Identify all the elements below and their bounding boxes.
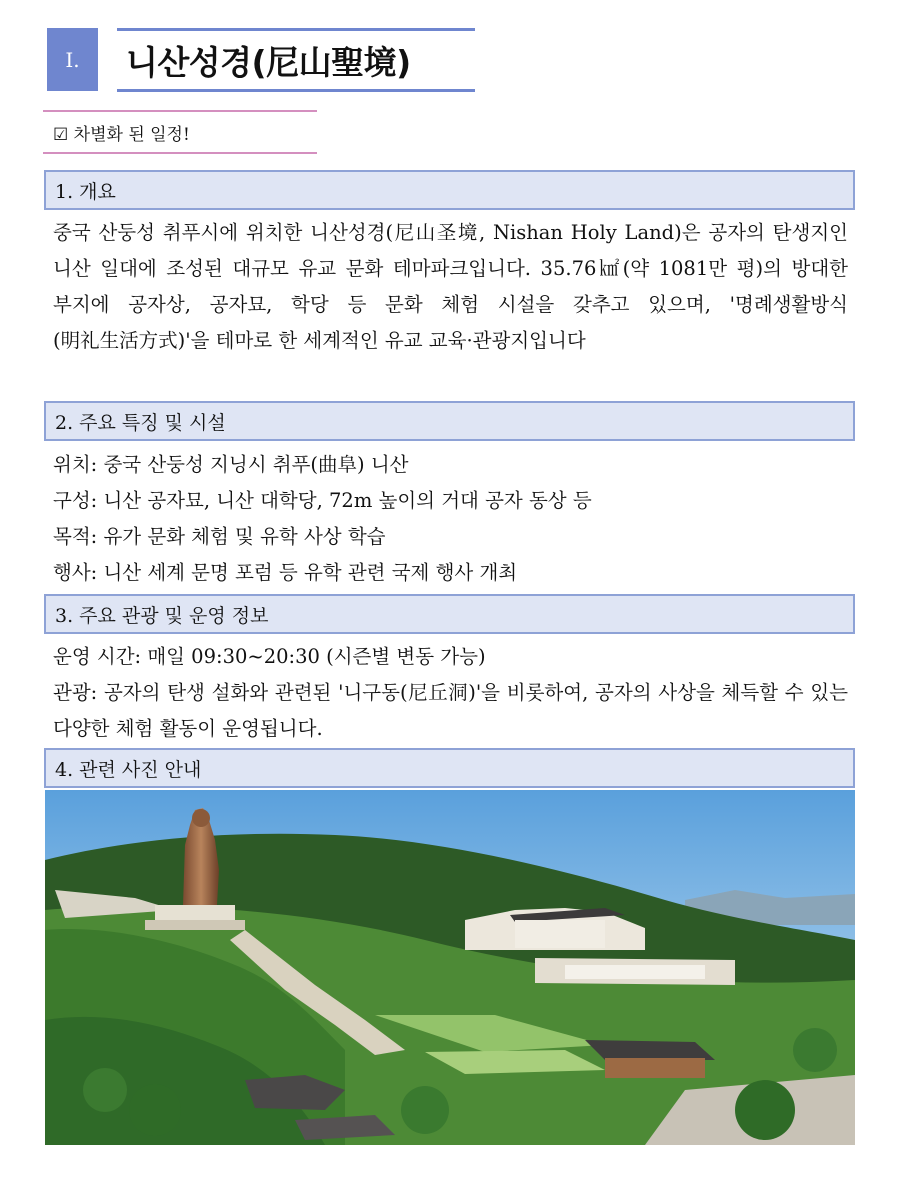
subtitle-banner: ☑ 차별화 된 일정! xyxy=(43,110,317,154)
nishan-photo-carousel[interactable] xyxy=(45,790,855,1145)
section-heading-photos: 4. 관련 사진 안내 xyxy=(44,748,855,788)
overview-paragraph: 중국 산둥성 취푸시에 위치한 니산성경(尼山圣境, Nishan Holy Land)은 공자의 탄생지인 니산 일대에 조성된 대규모 유교 문화 테마파크입니다. 35.76㎢(약 1081만 평)의 방대한 부지에 공자상, 공자묘, 학당 등 문화 체험 시설을 갖추고 있으며, '명례생활방식(明礼生活方式)'을 테마로 한 세계적인 유교 교육·관광지입니다 xyxy=(53,221,848,352)
tourism-paragraph: 관광: 공자의 탄생 설화와 관련된 '니구동(尼丘洞)'을 비롯하여, 공자의 사상을 체득할 수 있는 다양한 체험 활동이 운영됩니다. xyxy=(53,681,848,740)
section-heading-operation: 3. 주요 관광 및 운영 정보 xyxy=(44,594,855,634)
page-title-box xyxy=(117,28,475,92)
page-title: 니산성경(尼山聖境) xyxy=(126,42,411,82)
chapter-number-badge: I. xyxy=(47,28,98,91)
operation-hours-line: 운영 시간: 매일 09:30~20:30 (시즌별 변동 가능) xyxy=(53,645,486,668)
nishan-aerial-photo xyxy=(45,790,855,1145)
section-heading-features: 2. 주요 특징 및 시설 xyxy=(44,401,855,441)
feature-line-composition: 구성: 니산 공자묘, 니산 대학당, 72m 높이의 거대 공자 동상 등 xyxy=(53,489,592,512)
feature-line-events: 행사: 니산 세계 문명 포럼 등 유학 관련 국제 행사 개최 xyxy=(53,561,518,584)
feature-line-purpose: 목적: 유가 문화 체험 및 유학 사상 학습 xyxy=(53,525,386,548)
section-heading-overview: 1. 개요 xyxy=(44,170,855,210)
feature-line-location: 위치: 중국 산둥성 지닝시 취푸(曲阜) 니산 xyxy=(53,453,409,476)
chapter-header xyxy=(47,28,477,94)
